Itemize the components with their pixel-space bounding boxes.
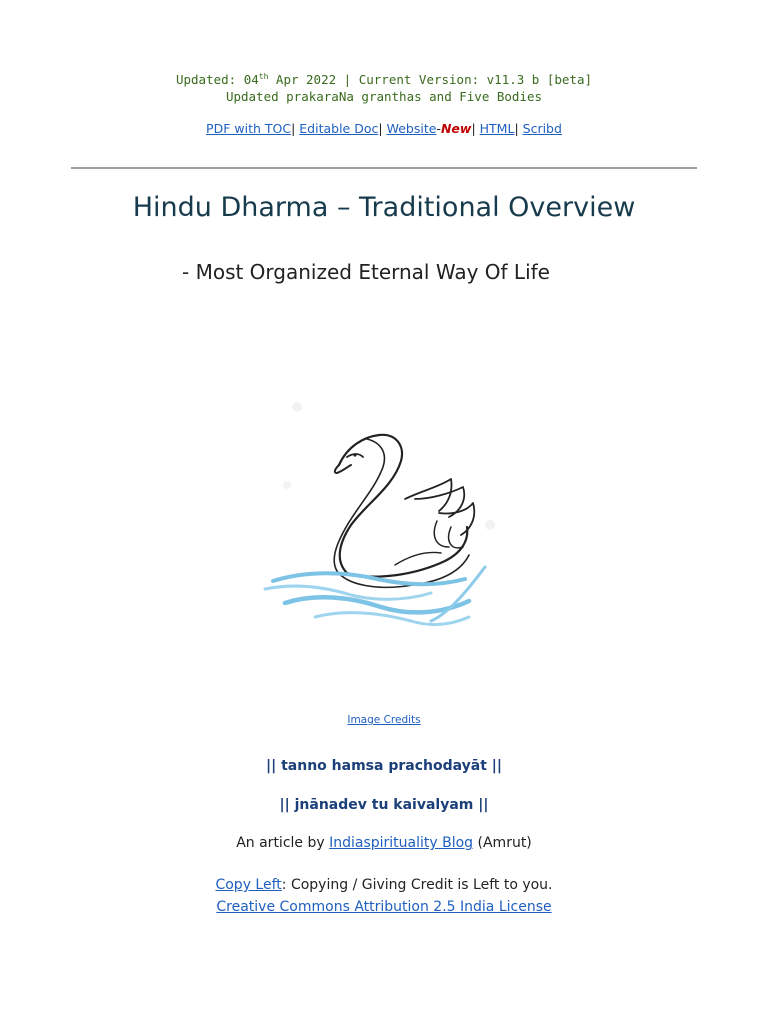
scribd-link[interactable]: Scribd: [522, 121, 562, 136]
image-credits: [0, 714, 768, 726]
new-badge: New: [440, 121, 472, 136]
mantra-line: || tanno hamsa prachodayāt ||: [266, 758, 502, 774]
editable-doc-link[interactable]: Editable Doc: [299, 121, 379, 136]
link-separator: |: [471, 121, 476, 136]
link-separator: |: [378, 121, 383, 136]
version-line: [0, 72, 768, 87]
updated-superscript: th: [258, 71, 269, 81]
license-link[interactable]: Creative Commons Attribution 2.5 India License: [216, 899, 552, 915]
updated-prefix: Updated: 04: [175, 72, 259, 87]
updated-suffix: Apr 2022 | Current Version: v11.3 b [beta]: [268, 72, 593, 87]
blog-link[interactable]: Indiaspirituality Blog: [329, 835, 474, 851]
copyleft-notice: [0, 877, 768, 893]
copyleft-text: Copying / Giving Credit is Left to you.: [286, 877, 553, 893]
link-separator: |: [291, 121, 296, 136]
website-link[interactable]: Website: [386, 121, 437, 136]
copyleft-link[interactable]: Copy Left: [215, 877, 282, 893]
mantra-line: || jnānadev tu kaivalyam ||: [279, 797, 489, 813]
byline-prefix: An article by: [236, 835, 330, 851]
byline-author: (Amrut): [473, 835, 532, 851]
update-note: Updated prakaraNa granthas and Five Bodies: [225, 89, 543, 104]
image-credits-link[interactable]: Image Credits: [347, 714, 421, 726]
copyleft-colon: :: [281, 877, 287, 893]
swan-icon: [255, 395, 505, 635]
license-line: [0, 899, 768, 915]
horizontal-divider: [71, 167, 697, 169]
download-links: [0, 121, 768, 136]
link-dash: -: [436, 121, 441, 136]
link-separator: |: [514, 121, 519, 136]
byline: [0, 835, 768, 851]
page-subtitle: - Most Organized Eternal Way Of Life: [182, 260, 550, 284]
html-link[interactable]: HTML: [479, 121, 515, 136]
page-title: Hindu Dharma – Traditional Overview: [132, 192, 636, 223]
pdf-link[interactable]: PDF with TOC: [206, 121, 292, 136]
